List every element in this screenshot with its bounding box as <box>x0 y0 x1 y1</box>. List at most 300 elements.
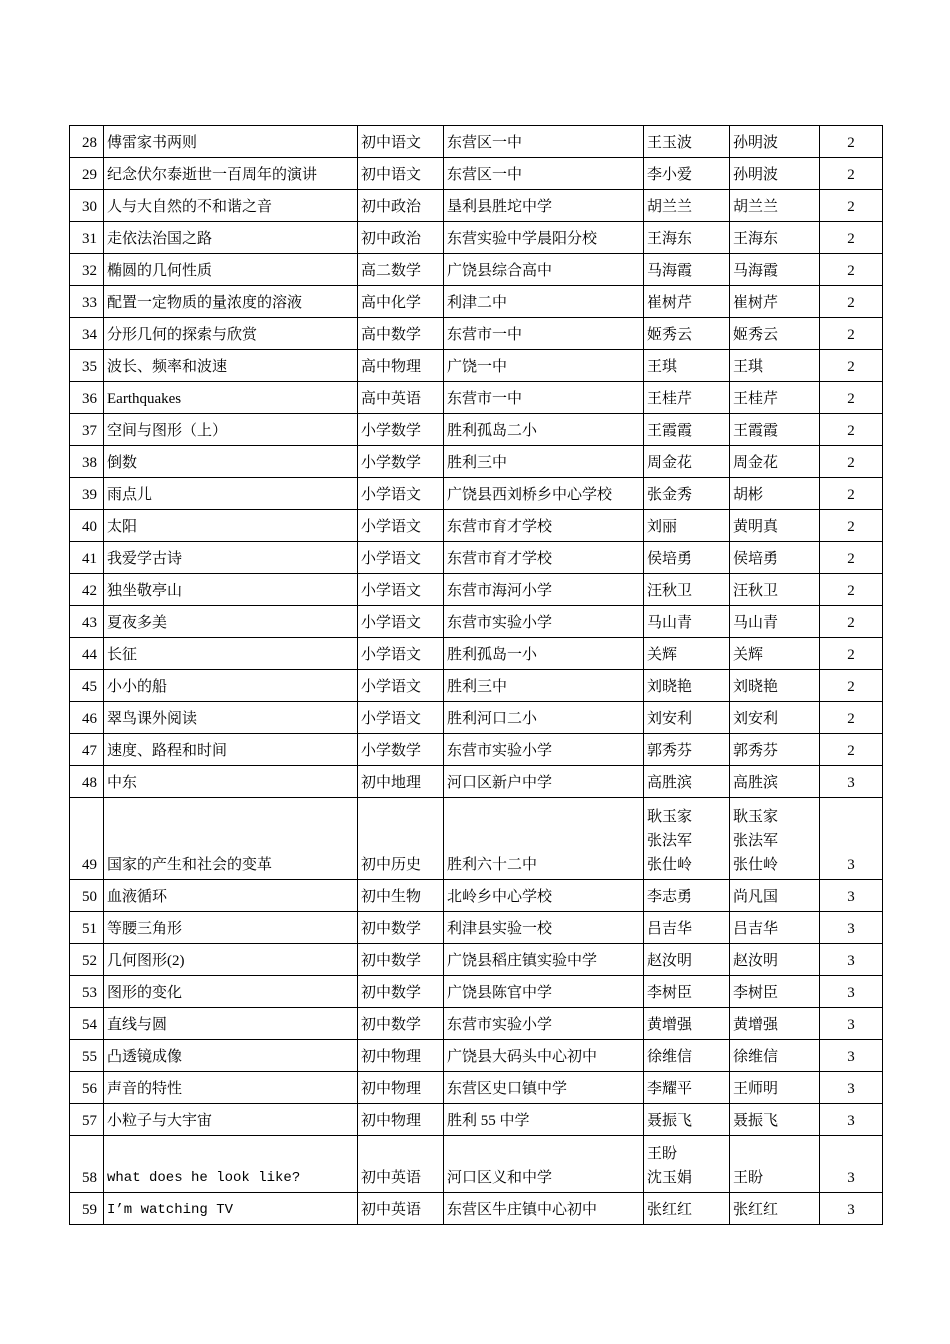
teacher <box>730 944 820 976</box>
table-row <box>70 318 883 350</box>
author-line: 黄增强 <box>647 1017 693 1033</box>
hours: 3 <box>820 1008 883 1040</box>
course-title: 几何图形(2) <box>104 944 358 976</box>
row-number: 40 <box>70 510 104 542</box>
author <box>644 542 730 574</box>
author-line: 侯培勇 <box>647 551 693 567</box>
course-title: I’m watching TV <box>104 1193 358 1225</box>
teacher-line: 孙明波 <box>733 167 779 183</box>
course-title: what does he look like? <box>104 1136 358 1193</box>
author <box>644 510 730 542</box>
author-line: 汪秋卫 <box>647 583 693 599</box>
table-row <box>70 944 883 976</box>
subject: 初中生物 <box>358 880 444 912</box>
teacher-line: 李树臣 <box>733 985 779 1001</box>
teacher <box>730 1072 820 1104</box>
course-title: 椭圆的几何性质 <box>104 254 358 286</box>
author <box>644 912 730 944</box>
school: 胜利孤岛一小 <box>444 638 644 670</box>
teacher-line: 孙明波 <box>733 135 779 151</box>
course-title: 小粒子与大宇宙 <box>104 1104 358 1136</box>
hours: 2 <box>820 702 883 734</box>
row-number: 48 <box>70 766 104 798</box>
school: 胜利 55 中学 <box>444 1104 644 1136</box>
author <box>644 944 730 976</box>
row-number: 50 <box>70 880 104 912</box>
row-number: 31 <box>70 222 104 254</box>
hours: 2 <box>820 190 883 222</box>
course-title: 声音的特性 <box>104 1072 358 1104</box>
author-line: 崔树芹 <box>647 295 693 311</box>
hours: 2 <box>820 670 883 702</box>
subject: 初中语文 <box>358 158 444 190</box>
teacher-line: 胡兰兰 <box>733 199 779 215</box>
author-line: 高胜滨 <box>647 775 693 791</box>
school: 东营市海河小学 <box>444 574 644 606</box>
table-row <box>70 1104 883 1136</box>
author <box>644 350 730 382</box>
table-row <box>70 414 883 446</box>
school: 河口区新户中学 <box>444 766 644 798</box>
subject: 高二数学 <box>358 254 444 286</box>
course-title: 人与大自然的不和谐之音 <box>104 190 358 222</box>
hours: 3 <box>820 1104 883 1136</box>
teacher-line: 崔树芹 <box>733 295 779 311</box>
table-row <box>70 1008 883 1040</box>
subject: 初中数学 <box>358 1008 444 1040</box>
author <box>644 880 730 912</box>
school: 东营市一中 <box>444 382 644 414</box>
school: 北岭乡中心学校 <box>444 880 644 912</box>
table-row <box>70 542 883 574</box>
author-line: 刘安利 <box>647 711 693 727</box>
school: 胜利三中 <box>444 670 644 702</box>
school: 东营市一中 <box>444 318 644 350</box>
table-row <box>70 734 883 766</box>
school: 利津二中 <box>444 286 644 318</box>
table-row <box>70 976 883 1008</box>
teacher-line: 马海霞 <box>733 263 779 279</box>
teacher <box>730 286 820 318</box>
table-row <box>70 670 883 702</box>
school: 东营区一中 <box>444 126 644 158</box>
hours: 3 <box>820 944 883 976</box>
hours: 2 <box>820 734 883 766</box>
school: 东营市育才学校 <box>444 510 644 542</box>
author-line: 王海东 <box>647 231 693 247</box>
school: 东营市育才学校 <box>444 542 644 574</box>
school: 广饶县综合高中 <box>444 254 644 286</box>
teacher <box>730 222 820 254</box>
row-number: 45 <box>70 670 104 702</box>
subject: 小学语文 <box>358 574 444 606</box>
author-line: 马山青 <box>647 615 693 631</box>
school: 广饶一中 <box>444 350 644 382</box>
teacher <box>730 126 820 158</box>
subject: 小学数学 <box>358 414 444 446</box>
teacher <box>730 414 820 446</box>
teacher <box>730 912 820 944</box>
teacher <box>730 574 820 606</box>
subject: 小学语文 <box>358 542 444 574</box>
author <box>644 254 730 286</box>
teacher-line: 汪秋卫 <box>733 583 779 599</box>
table-row <box>70 606 883 638</box>
author <box>644 318 730 350</box>
hours: 3 <box>820 880 883 912</box>
course-title: 直线与圆 <box>104 1008 358 1040</box>
subject: 小学语文 <box>358 606 444 638</box>
subject: 高中英语 <box>358 382 444 414</box>
author-line: 郭秀芬 <box>647 743 693 759</box>
subject: 初中英语 <box>358 1193 444 1225</box>
table-body <box>70 126 883 1225</box>
row-number: 55 <box>70 1040 104 1072</box>
hours: 2 <box>820 542 883 574</box>
hours: 2 <box>820 446 883 478</box>
author <box>644 702 730 734</box>
teacher-line: 郭秀芬 <box>733 743 779 759</box>
teacher <box>730 254 820 286</box>
school: 东营区史口镇中学 <box>444 1072 644 1104</box>
author-line: 王霞霞 <box>647 423 693 439</box>
author <box>644 1072 730 1104</box>
row-number: 52 <box>70 944 104 976</box>
subject: 高中化学 <box>358 286 444 318</box>
row-number: 46 <box>70 702 104 734</box>
school: 东营区一中 <box>444 158 644 190</box>
row-number: 37 <box>70 414 104 446</box>
subject: 小学语文 <box>358 702 444 734</box>
row-number: 38 <box>70 446 104 478</box>
hours: 3 <box>820 912 883 944</box>
school: 东营实验中学晨阳分校 <box>444 222 644 254</box>
hours: 2 <box>820 254 883 286</box>
hours: 2 <box>820 222 883 254</box>
course-title: 空间与图形（上） <box>104 414 358 446</box>
row-number: 41 <box>70 542 104 574</box>
teacher-line: 周金花 <box>733 455 779 471</box>
school: 垦利县胜坨中学 <box>444 190 644 222</box>
author <box>644 798 730 880</box>
table-row <box>70 382 883 414</box>
school: 胜利三中 <box>444 446 644 478</box>
teacher-line: 王琪 <box>733 359 764 375</box>
school: 东营市实验小学 <box>444 1008 644 1040</box>
hours: 2 <box>820 286 883 318</box>
table-row <box>70 126 883 158</box>
course-title: 国家的产生和社会的变革 <box>104 798 358 880</box>
school: 广饶县稻庄镇实验中学 <box>444 944 644 976</box>
row-number: 47 <box>70 734 104 766</box>
author-line: 李耀平 <box>647 1081 693 1097</box>
subject: 初中物理 <box>358 1104 444 1136</box>
course-title: 长征 <box>104 638 358 670</box>
author-line: 王桂芹 <box>647 391 693 407</box>
author-line: 张仕岭 <box>647 857 693 873</box>
author <box>644 222 730 254</box>
row-number: 44 <box>70 638 104 670</box>
teacher-line: 姬秀云 <box>733 327 779 343</box>
row-number: 42 <box>70 574 104 606</box>
row-number: 33 <box>70 286 104 318</box>
teacher <box>730 382 820 414</box>
subject: 小学数学 <box>358 734 444 766</box>
teacher-line: 王桂芹 <box>733 391 779 407</box>
table-row <box>70 638 883 670</box>
course-table <box>69 125 883 1225</box>
school: 胜利孤岛二小 <box>444 414 644 446</box>
hours: 2 <box>820 382 883 414</box>
teacher-line: 张法军 <box>733 833 779 849</box>
hours: 3 <box>820 1193 883 1225</box>
subject: 初中英语 <box>358 1136 444 1193</box>
table-row <box>70 222 883 254</box>
author <box>644 478 730 510</box>
author <box>644 1193 730 1225</box>
teacher-line: 黄明真 <box>733 519 779 535</box>
teacher <box>730 734 820 766</box>
teacher <box>730 318 820 350</box>
teacher-line: 徐维信 <box>733 1049 779 1065</box>
course-title: 凸透镜成像 <box>104 1040 358 1072</box>
teacher <box>730 1104 820 1136</box>
course-title: 等腰三角形 <box>104 912 358 944</box>
author-line: 徐维信 <box>647 1049 693 1065</box>
teacher-line: 王海东 <box>733 231 779 247</box>
subject: 初中数学 <box>358 912 444 944</box>
author-line: 刘晓艳 <box>647 679 693 695</box>
author-line: 张金秀 <box>647 487 693 503</box>
school: 广饶县大码头中心初中 <box>444 1040 644 1072</box>
subject: 小学语文 <box>358 638 444 670</box>
teacher-line: 王霞霞 <box>733 423 779 439</box>
teacher <box>730 542 820 574</box>
table-row <box>70 446 883 478</box>
school: 利津县实验一校 <box>444 912 644 944</box>
subject: 小学数学 <box>358 446 444 478</box>
hours: 3 <box>820 1136 883 1193</box>
hours: 3 <box>820 798 883 880</box>
hours: 2 <box>820 414 883 446</box>
author-line: 王玉波 <box>647 135 693 151</box>
row-number: 39 <box>70 478 104 510</box>
table-row <box>70 478 883 510</box>
course-title: 雨点儿 <box>104 478 358 510</box>
teacher-line: 耿玉家 <box>733 809 779 825</box>
subject: 初中地理 <box>358 766 444 798</box>
hours: 2 <box>820 510 883 542</box>
teacher <box>730 158 820 190</box>
teacher <box>730 670 820 702</box>
hours: 3 <box>820 1072 883 1104</box>
subject: 初中数学 <box>358 976 444 1008</box>
teacher <box>730 766 820 798</box>
teacher-line: 刘晓艳 <box>733 679 779 695</box>
table-row <box>70 702 883 734</box>
teacher-line: 胡彬 <box>733 487 764 503</box>
row-number: 49 <box>70 798 104 880</box>
teacher-line: 王盼 <box>733 1170 764 1186</box>
subject: 高中物理 <box>358 350 444 382</box>
table-row <box>70 912 883 944</box>
teacher <box>730 510 820 542</box>
hours: 3 <box>820 1040 883 1072</box>
course-title: 小小的船 <box>104 670 358 702</box>
row-number: 54 <box>70 1008 104 1040</box>
row-number: 43 <box>70 606 104 638</box>
table-row <box>70 158 883 190</box>
hours: 2 <box>820 350 883 382</box>
teacher <box>730 798 820 880</box>
teacher-line: 高胜滨 <box>733 775 779 791</box>
table-row <box>70 574 883 606</box>
course-title: 翠鸟课外阅读 <box>104 702 358 734</box>
author <box>644 1104 730 1136</box>
hours: 2 <box>820 478 883 510</box>
teacher <box>730 638 820 670</box>
row-number: 53 <box>70 976 104 1008</box>
school: 广饶县陈官中学 <box>444 976 644 1008</box>
author-line: 聂振飞 <box>647 1113 693 1129</box>
row-number: 35 <box>70 350 104 382</box>
subject: 初中物理 <box>358 1072 444 1104</box>
author <box>644 414 730 446</box>
teacher-line: 张仕岭 <box>733 857 779 873</box>
author <box>644 1040 730 1072</box>
teacher-line: 刘安利 <box>733 711 779 727</box>
table-row <box>70 190 883 222</box>
author <box>644 734 730 766</box>
table-row <box>70 880 883 912</box>
author <box>644 1136 730 1193</box>
school: 胜利六十二中 <box>444 798 644 880</box>
author <box>644 446 730 478</box>
teacher-line: 王师明 <box>733 1081 779 1097</box>
author-line: 姬秀云 <box>647 327 693 343</box>
course-title: 配置一定物质的量浓度的溶液 <box>104 286 358 318</box>
author <box>644 126 730 158</box>
author <box>644 638 730 670</box>
row-number: 30 <box>70 190 104 222</box>
author <box>644 190 730 222</box>
teacher-line: 张红红 <box>733 1202 779 1218</box>
row-number: 28 <box>70 126 104 158</box>
author-line: 沈玉娟 <box>647 1170 693 1186</box>
teacher <box>730 1040 820 1072</box>
course-title: 我爱学古诗 <box>104 542 358 574</box>
table-row <box>70 350 883 382</box>
author <box>644 606 730 638</box>
school: 东营区牛庄镇中心初中 <box>444 1193 644 1225</box>
author <box>644 382 730 414</box>
teacher-line: 马山青 <box>733 615 779 631</box>
subject: 小学语文 <box>358 478 444 510</box>
author-line: 周金花 <box>647 455 693 471</box>
teacher-line: 尚凡国 <box>733 889 779 905</box>
subject: 初中语文 <box>358 126 444 158</box>
row-number: 56 <box>70 1072 104 1104</box>
hours: 2 <box>820 126 883 158</box>
teacher <box>730 190 820 222</box>
teacher <box>730 606 820 638</box>
hours: 2 <box>820 638 883 670</box>
author <box>644 766 730 798</box>
hours: 2 <box>820 158 883 190</box>
school: 东营市实验小学 <box>444 734 644 766</box>
author-line: 张红红 <box>647 1202 693 1218</box>
subject: 小学语文 <box>358 670 444 702</box>
subject: 初中物理 <box>358 1040 444 1072</box>
author-line: 耿玉家 <box>647 809 693 825</box>
author-line: 关辉 <box>647 647 678 663</box>
course-title: 独坐敬亭山 <box>104 574 358 606</box>
teacher <box>730 1008 820 1040</box>
hours: 2 <box>820 574 883 606</box>
subject: 初中历史 <box>358 798 444 880</box>
author-line: 张法军 <box>647 833 693 849</box>
table-row <box>70 510 883 542</box>
course-title: 倒数 <box>104 446 358 478</box>
row-number: 34 <box>70 318 104 350</box>
author-line: 吕吉华 <box>647 921 693 937</box>
author-line: 马海霞 <box>647 263 693 279</box>
row-number: 57 <box>70 1104 104 1136</box>
hours: 3 <box>820 976 883 1008</box>
table-row <box>70 1136 883 1193</box>
teacher-line: 吕吉华 <box>733 921 779 937</box>
author <box>644 158 730 190</box>
teacher-line: 关辉 <box>733 647 764 663</box>
row-number: 59 <box>70 1193 104 1225</box>
teacher <box>730 446 820 478</box>
school: 河口区义和中学 <box>444 1136 644 1193</box>
teacher <box>730 880 820 912</box>
author <box>644 574 730 606</box>
course-title: 太阳 <box>104 510 358 542</box>
table-row <box>70 1072 883 1104</box>
row-number: 29 <box>70 158 104 190</box>
table-row <box>70 766 883 798</box>
course-title: 分形几何的探索与欣赏 <box>104 318 358 350</box>
school: 广饶县西刘桥乡中心学校 <box>444 478 644 510</box>
author <box>644 286 730 318</box>
table-row <box>70 798 883 880</box>
subject: 初中政治 <box>358 222 444 254</box>
table-row <box>70 1040 883 1072</box>
subject: 小学语文 <box>358 510 444 542</box>
row-number: 32 <box>70 254 104 286</box>
subject: 初中政治 <box>358 190 444 222</box>
subject: 初中数学 <box>358 944 444 976</box>
author <box>644 976 730 1008</box>
teacher <box>730 1136 820 1193</box>
row-number: 36 <box>70 382 104 414</box>
teacher-line: 赵汝明 <box>733 953 779 969</box>
table-row <box>70 286 883 318</box>
teacher <box>730 702 820 734</box>
course-title: 夏夜多美 <box>104 606 358 638</box>
teacher <box>730 1193 820 1225</box>
author <box>644 670 730 702</box>
row-number: 58 <box>70 1136 104 1193</box>
teacher <box>730 350 820 382</box>
course-title: Earthquakes <box>104 382 358 414</box>
teacher-line: 聂振飞 <box>733 1113 779 1129</box>
table-row <box>70 254 883 286</box>
table-row <box>70 1193 883 1225</box>
hours: 2 <box>820 318 883 350</box>
